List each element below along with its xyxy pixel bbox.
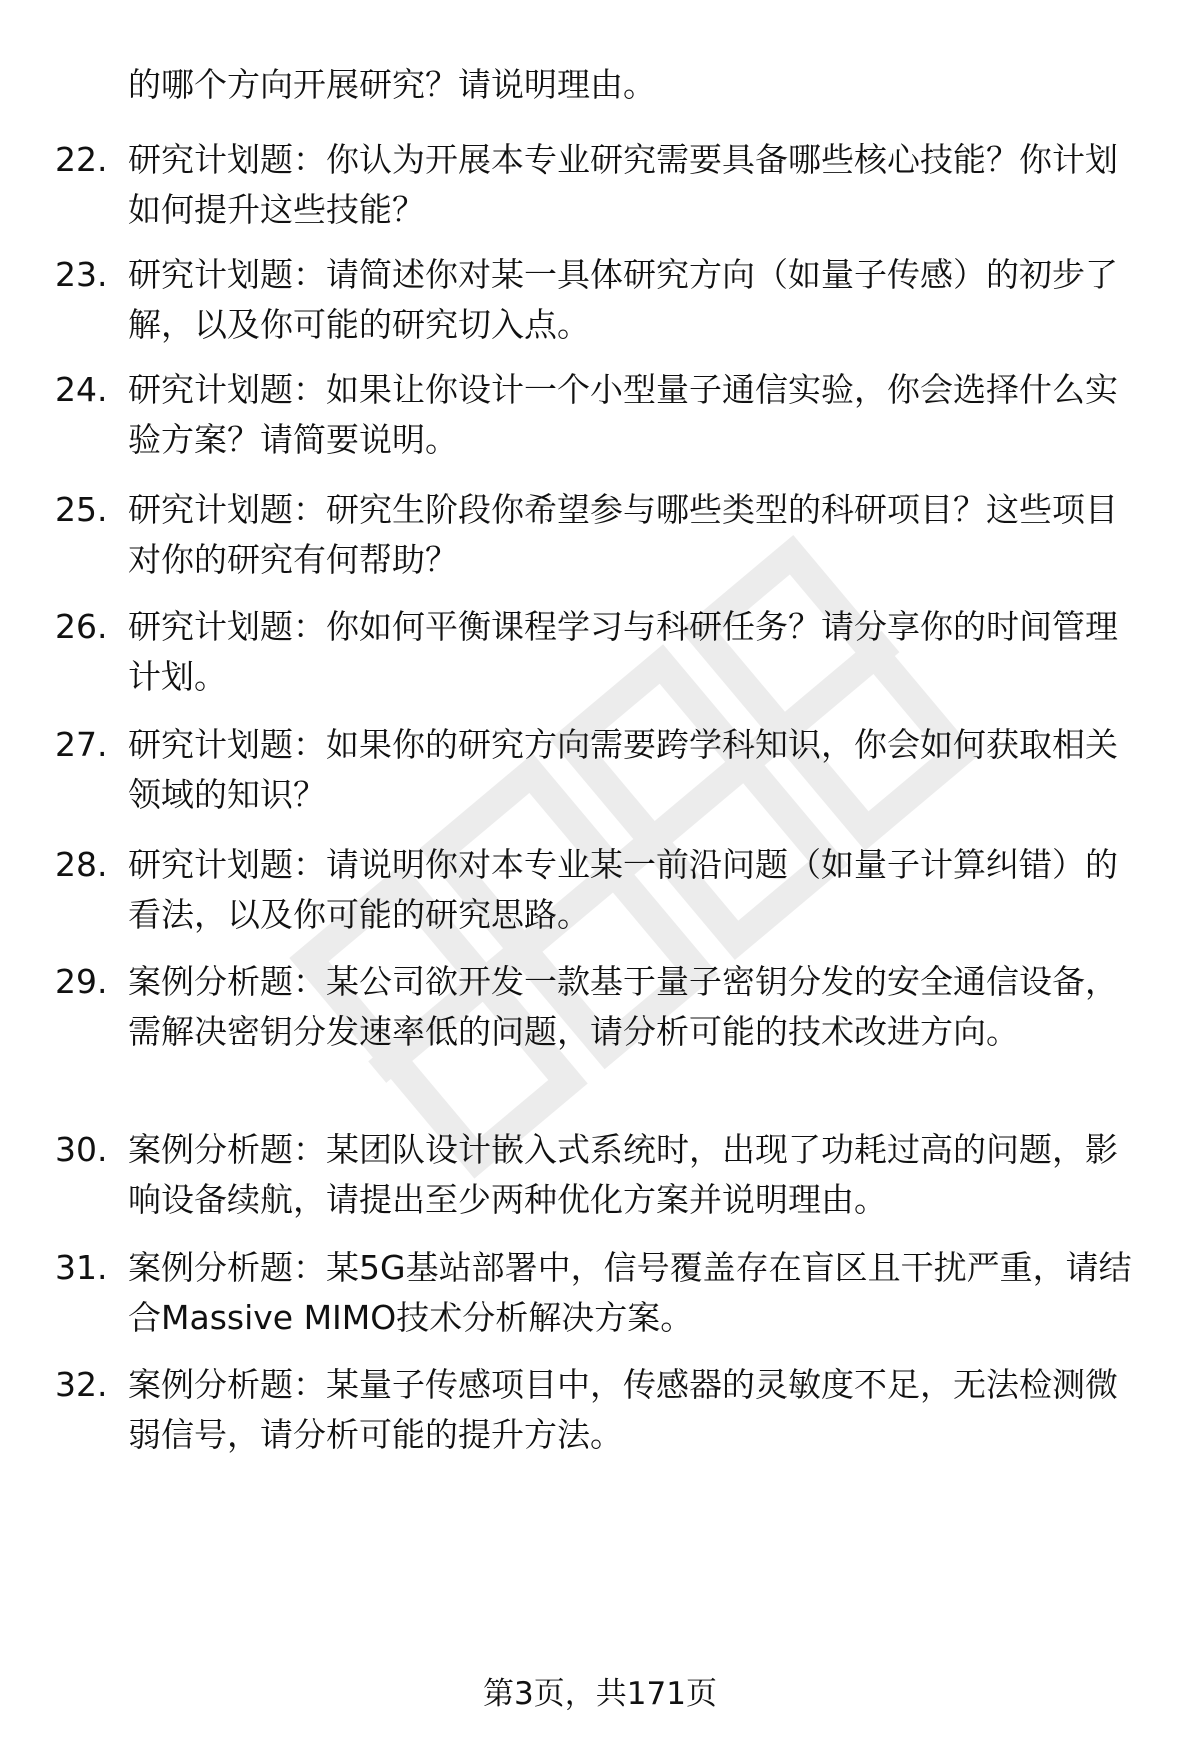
question-number: 29. [55,962,108,1001]
question-text: 研究计划题：你如何平衡课程学习与科研任务？请分享你的时间管理计划。 [128,607,1118,696]
question-number: 25. [55,490,108,529]
question-text: 研究计划题：请简述你对某一具体研究方向（如量子传感）的初步了解，以及你可能的研究切入点。 [128,255,1118,344]
question-number: 32. [55,1365,108,1404]
question-text: 研究计划题：请说明你对本专业某一前沿问题（如量子计算纠错）的看法，以及你可能的研究思路。 [128,845,1118,934]
question-number: 31. [55,1248,108,1287]
question-text: 研究计划题：如果让你设计一个小型量子通信实验，你会选择什么实验方案？请简要说明。 [128,370,1118,459]
question-number: 26. [55,607,108,646]
question-number: 24. [55,370,108,409]
question-text: 案例分析题：某5G基站部署中，信号覆盖存在盲区且干扰严重，请结合Massive MIMO技术分析解决方案。 [128,1248,1132,1337]
question-number: 28. [55,845,108,884]
continued-question-text: 的哪个方向开展研究？请说明理由。 [128,65,656,104]
question-number: 30. [55,1130,108,1169]
question-text: 研究计划题：你认为开展本专业研究需要具备哪些核心技能？你计划如何提升这些技能？ [128,140,1118,229]
question-text: 研究计划题：如果你的研究方向需要跨学科知识，你会如何获取相关领域的知识？ [128,725,1118,814]
question-text: 案例分析题：某量子传感项目中，传感器的灵敏度不足，无法检测微弱信号，请分析可能的提升方法。 [128,1365,1118,1454]
page-number-footer: 第3页，共171页 [483,1676,717,1712]
question-number: 27. [55,725,108,764]
question-number: 23. [55,255,108,294]
question-text: 研究计划题：研究生阶段你希望参与哪些类型的科研项目？这些项目对你的研究有何帮助？ [128,490,1118,579]
question-number: 22. [55,140,108,179]
question-text: 案例分析题：某团队设计嵌入式系统时，出现了功耗过高的问题，影响设备续航，请提出至少两种优化方案并说明理由。 [128,1130,1118,1219]
question-text: 案例分析题：某公司欲开发一款基于量子密钥分发的安全通信设备，需解决密钥分发速率低的问题，请分析可能的技术改进方向。 [128,962,1118,1051]
